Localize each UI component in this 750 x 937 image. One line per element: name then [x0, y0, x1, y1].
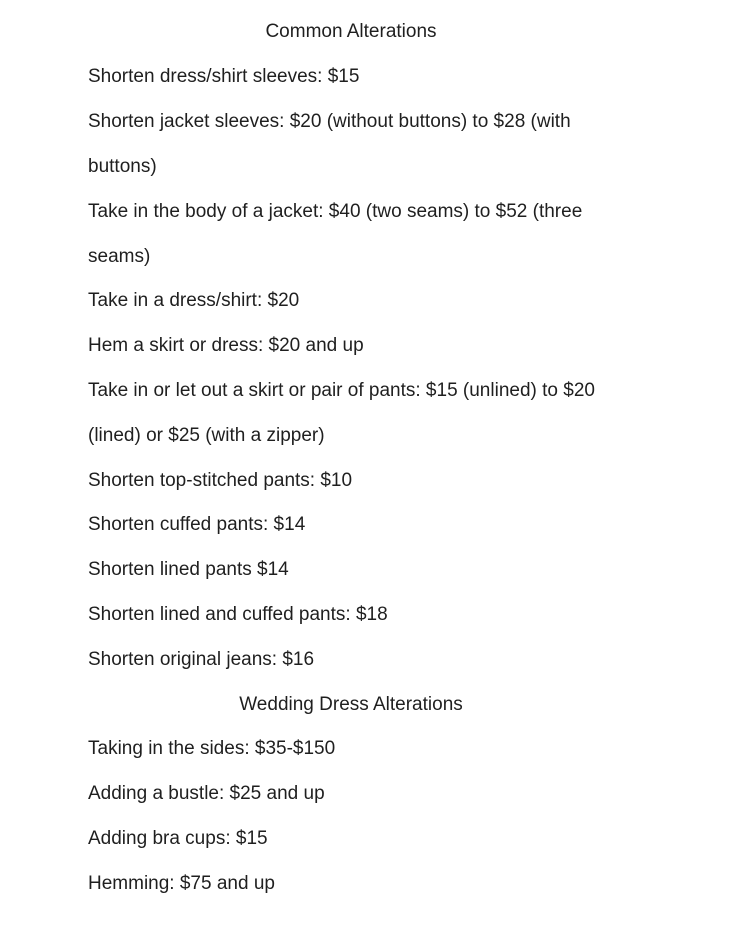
price-line: Shorten top-stitched pants: $10 [88, 470, 353, 491]
price-line: Adding a bustle: $25 and up [88, 783, 325, 804]
price-line: Shorten lined and cuffed pants: $18 [88, 604, 388, 625]
price-line: Shorten dress/shirt sleeves: $15 [88, 66, 360, 87]
price-line-continuation: seams) [88, 246, 151, 267]
price-line: Taking in the sides: $35-$150 [88, 738, 336, 759]
price-line: Shorten cuffed pants: $14 [88, 514, 306, 535]
price-line: Take in a dress/shirt: $20 [88, 290, 300, 311]
price-line: Hemming: $75 and up [88, 873, 275, 894]
price-line-continuation: buttons) [88, 156, 157, 177]
price-line: Take in the body of a jacket: $40 (two seams) to $52 (three [88, 201, 583, 222]
price-line: Shorten lined pants $14 [88, 559, 289, 580]
price-line: Shorten jacket sleeves: $20 (without buttons) to $28 (with [88, 111, 571, 132]
section-heading-wedding-dress-alterations: Wedding Dress Alterations [239, 694, 463, 715]
price-line: Adding bra cups: $15 [88, 828, 268, 849]
price-line: Shorten original jeans: $16 [88, 649, 315, 670]
price-line: Hem a skirt or dress: $20 and up [88, 335, 364, 356]
section-heading-common-alterations: Common Alterations [265, 21, 437, 42]
price-line-continuation: (lined) or $25 (with a zipper) [88, 425, 325, 446]
price-line: Take in or let out a skirt or pair of pants: $15 (unlined) to $20 [88, 380, 595, 401]
